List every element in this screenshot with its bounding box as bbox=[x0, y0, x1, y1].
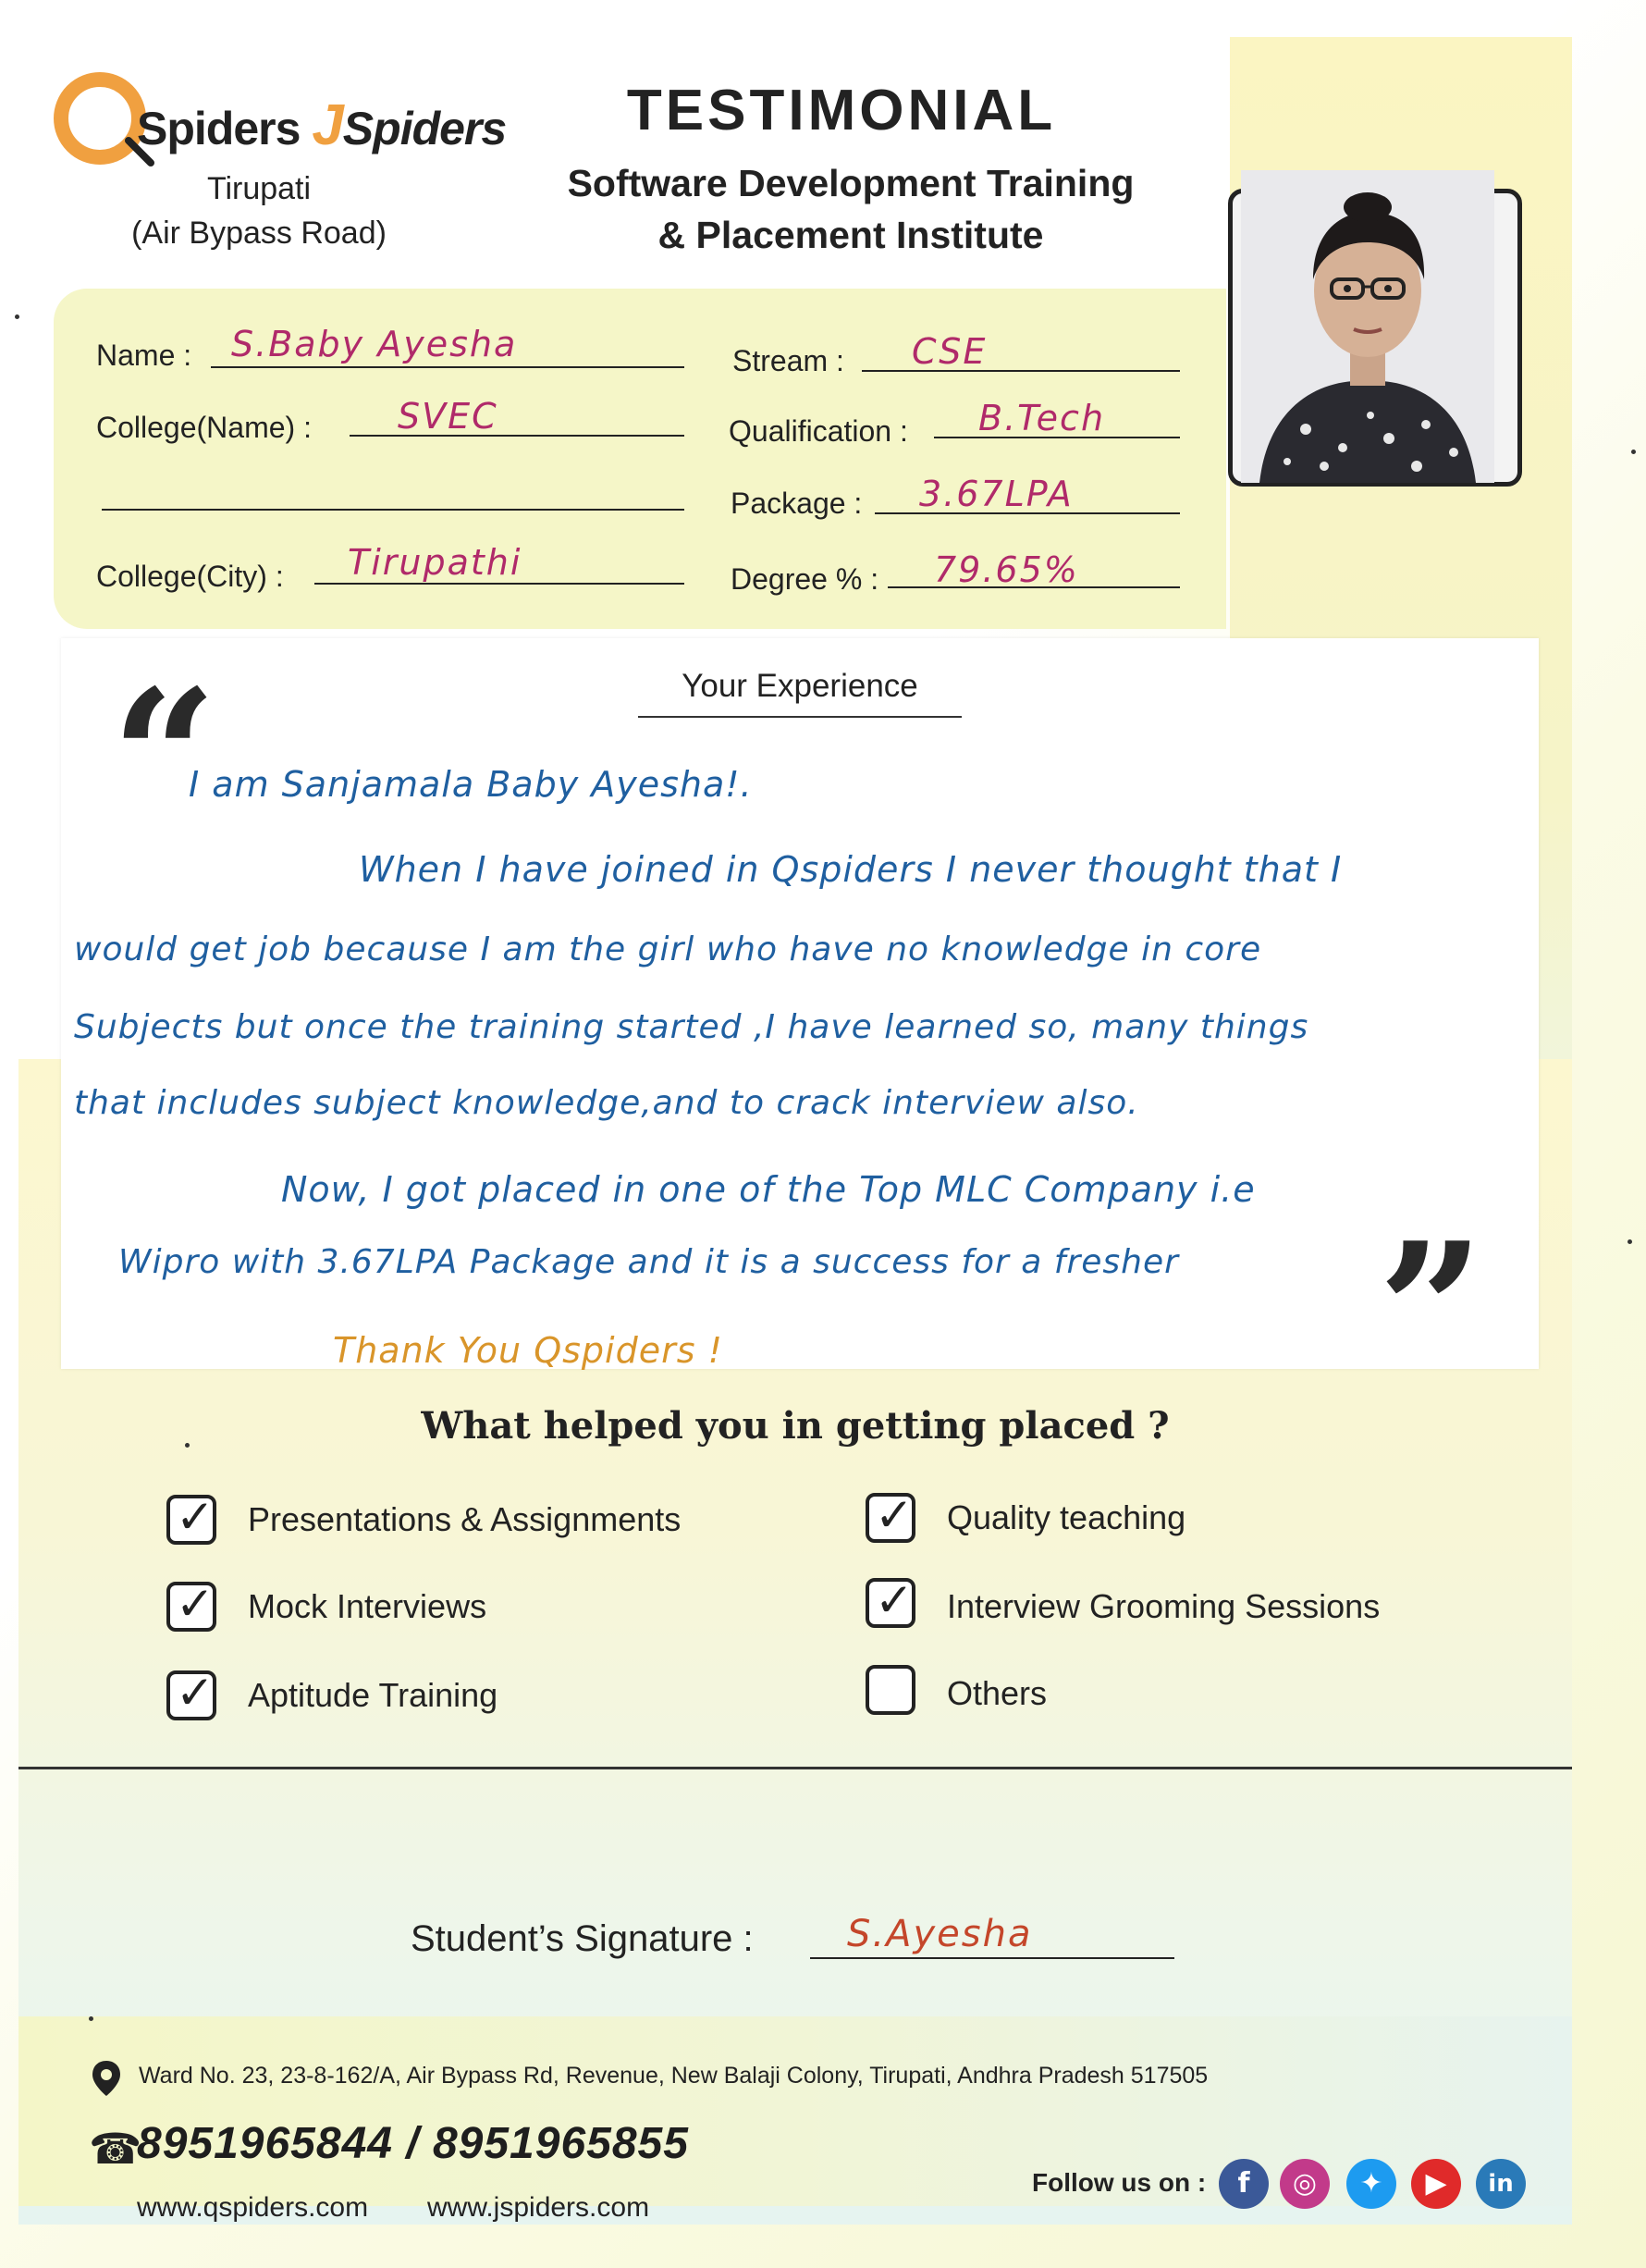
experience-line-4: Subjects but once the training started ,I have learned so, many things bbox=[74, 1008, 1309, 1046]
option-label-interview-grooming: Interview Grooming Sessions bbox=[947, 1587, 1381, 1625]
checkbox-presentations[interactable] bbox=[166, 1491, 216, 1545]
branch-info bbox=[111, 166, 407, 255]
stream-field[interactable]: CSE bbox=[912, 331, 988, 372]
option-label-presentations: Presentations & Assignments bbox=[248, 1500, 682, 1538]
stream-underline bbox=[862, 370, 1180, 372]
experience-line-5: that includes subject knowledge,and to crack interview also. bbox=[74, 1084, 1139, 1122]
experience-title: Your Experience bbox=[682, 668, 918, 704]
check-icon: ✓ bbox=[176, 1491, 215, 1543]
experience-line-3: would get job because I am the girl who have no knowledge in core bbox=[74, 931, 1262, 968]
college-city-field[interactable]: Tirupathi bbox=[348, 542, 522, 583]
qualification-field[interactable]: B.Tech bbox=[978, 398, 1106, 438]
check-icon: ✓ bbox=[875, 1489, 914, 1541]
phone-icon: ☎ bbox=[89, 2125, 142, 2173]
twitter-icon[interactable]: ✦ bbox=[1346, 2159, 1396, 2209]
follow-us-label: Follow us on : bbox=[1032, 2168, 1207, 2197]
checkbox-others[interactable] bbox=[866, 1665, 915, 1715]
signature-field[interactable]: S.Ayesha bbox=[847, 1913, 1033, 1955]
scan-speck bbox=[15, 314, 19, 319]
jspiders-website-link[interactable]: www.jspiders.com bbox=[427, 2192, 650, 2223]
footer-address: Ward No. 23, 23-8-162/A, Air Bypass Rd, Revenue, New Balaji Colony, Tirupati, Andhra Pradesh 517505 bbox=[139, 2063, 1209, 2089]
stream-label: Stream : bbox=[732, 344, 844, 377]
branch-road: (Air Bypass Road) bbox=[131, 216, 387, 251]
scan-speck bbox=[185, 1443, 190, 1448]
footer bbox=[18, 2016, 1572, 2206]
page-subtitle bbox=[499, 157, 1202, 261]
branch-city: Tirupati bbox=[206, 171, 312, 206]
scan-speck bbox=[1628, 1239, 1632, 1244]
page-title: TESTIMONIAL bbox=[626, 79, 1057, 142]
logo-jspiders-text: Spiders bbox=[342, 103, 507, 154]
qspiders-logo-icon bbox=[54, 72, 146, 165]
subtitle-line-2: & Placement Institute bbox=[657, 214, 1044, 256]
experience-line-6: Now, I got placed in one of the Top MLC Company i.e bbox=[281, 1169, 1256, 1210]
experience-line-7: Wipro with 3.67LPA Package and it is a success for a fresher bbox=[118, 1243, 1179, 1281]
scan-speck bbox=[1631, 450, 1636, 454]
experience-line-1: I am Sanjamala Baby Ayesha!. bbox=[189, 764, 753, 805]
scan-speck bbox=[89, 2016, 93, 2021]
degree-field[interactable]: 79.65% bbox=[934, 549, 1079, 590]
open-quote-icon: “ bbox=[111, 649, 218, 867]
qspiders-website-link[interactable]: www.qspiders.com bbox=[137, 2192, 369, 2223]
facebook-icon[interactable]: f bbox=[1219, 2159, 1269, 2209]
package-field[interactable]: 3.67LPA bbox=[919, 474, 1074, 514]
college-name-field[interactable]: SVEC bbox=[398, 396, 498, 437]
checkbox-quality-teaching[interactable] bbox=[866, 1489, 915, 1543]
check-icon: ✓ bbox=[176, 1578, 215, 1630]
location-pin-icon bbox=[91, 2059, 122, 2098]
degree-label: Degree % : bbox=[731, 562, 879, 596]
option-label-aptitude-training: Aptitude Training bbox=[248, 1676, 498, 1714]
option-label-mock-interviews: Mock Interviews bbox=[248, 1587, 487, 1625]
signature-label: Student’s Signature : bbox=[411, 1918, 754, 1959]
check-icon: ✓ bbox=[176, 1667, 215, 1719]
option-label-others: Others bbox=[947, 1674, 1048, 1712]
logo-qspiders-text: Spiders bbox=[137, 103, 301, 154]
youtube-icon[interactable]: ▶ bbox=[1411, 2159, 1461, 2209]
blank-underline bbox=[102, 509, 684, 511]
thank-you-note: Thank You Qspiders ! bbox=[333, 1330, 723, 1371]
logo-wordmark bbox=[137, 92, 506, 158]
help-section-title: What helped you in getting placed ? bbox=[421, 1404, 1170, 1448]
student-photo bbox=[1241, 170, 1494, 483]
section-divider bbox=[18, 1767, 1572, 1769]
footer-phone[interactable]: 8951965844 / 8951965855 bbox=[137, 2119, 689, 2168]
close-quote-icon: ” bbox=[1378, 1202, 1485, 1420]
college-city-underline bbox=[314, 583, 684, 585]
name-label: Name : bbox=[96, 339, 192, 372]
option-label-quality-teaching: Quality teaching bbox=[947, 1498, 1186, 1536]
experience-line-2: When I have joined in Qspiders I never thought that I bbox=[359, 849, 1343, 890]
checkbox-aptitude-training[interactable] bbox=[166, 1667, 216, 1720]
checkbox-mock-interviews[interactable] bbox=[166, 1578, 216, 1632]
package-label: Package : bbox=[731, 487, 863, 520]
name-field[interactable]: S.Baby Ayesha bbox=[231, 324, 518, 364]
instagram-icon[interactable]: ◎ bbox=[1280, 2159, 1330, 2209]
check-icon: ✓ bbox=[875, 1574, 914, 1626]
subtitle-line-1: Software Development Training bbox=[567, 162, 1135, 204]
linkedin-icon[interactable]: in bbox=[1476, 2159, 1526, 2209]
college-city-label: College(City) : bbox=[96, 560, 284, 593]
qualification-label: Qualification : bbox=[729, 414, 908, 448]
experience-title-underline bbox=[638, 716, 962, 718]
checkbox-interview-grooming[interactable] bbox=[866, 1574, 915, 1628]
name-underline bbox=[211, 366, 684, 368]
college-name-label: College(Name) : bbox=[96, 411, 312, 444]
signature-underline bbox=[810, 1957, 1174, 1959]
logo-j-letter: J bbox=[312, 93, 343, 157]
student-portrait-icon bbox=[1241, 170, 1494, 483]
